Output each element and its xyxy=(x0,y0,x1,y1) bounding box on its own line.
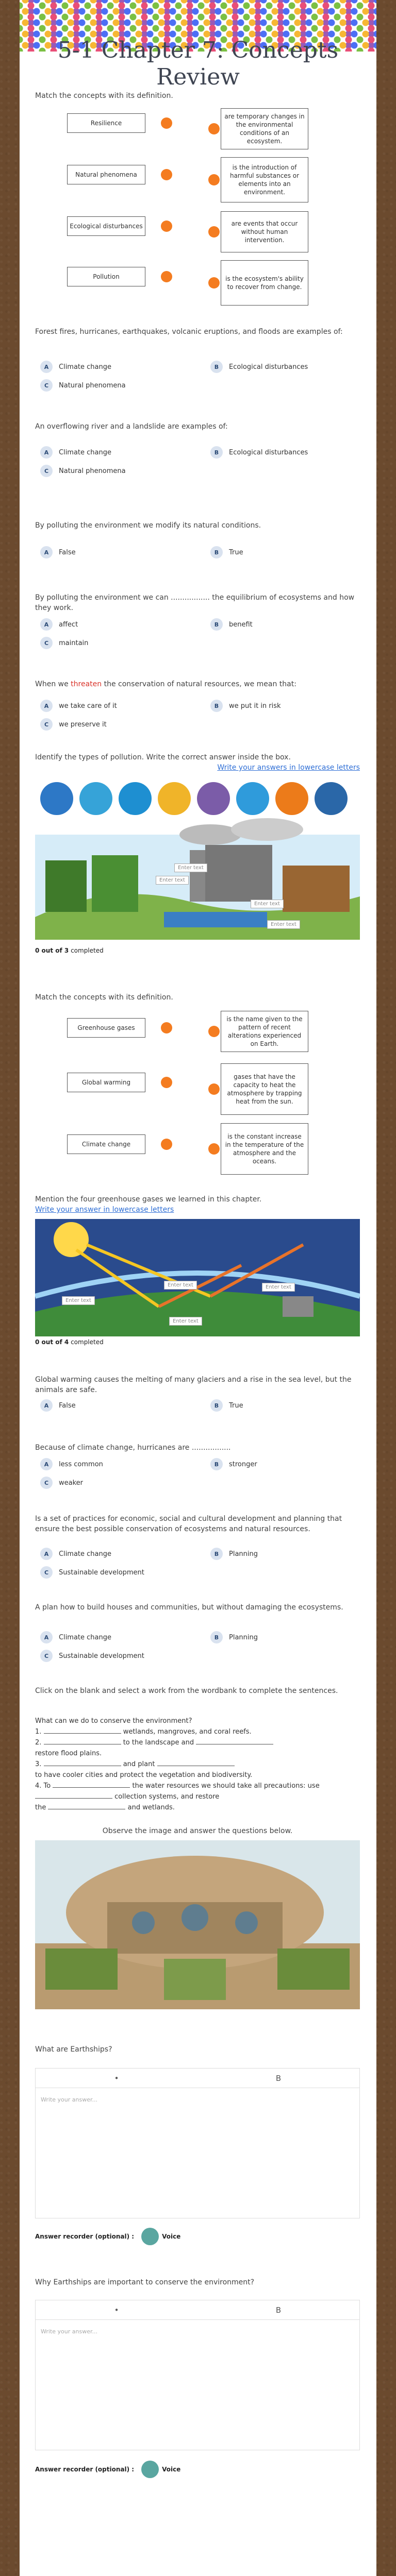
option-letter: C xyxy=(40,1650,53,1662)
q6-option-b[interactable] xyxy=(210,700,281,712)
match-dot-2[interactable] xyxy=(161,169,172,180)
option-label: Planning xyxy=(229,1550,258,1558)
q5-option-a[interactable] xyxy=(40,618,78,631)
fill-in-text: restore flood plains. xyxy=(35,1750,102,1757)
q12-option-b[interactable] xyxy=(210,1548,258,1560)
match-target-dot-4[interactable] xyxy=(208,277,220,289)
option-label: Ecological disturbances xyxy=(229,363,308,371)
fill-in-text: to have cooler cities and protect the vegetation and biodiversity. xyxy=(35,1771,253,1779)
option-letter: A xyxy=(40,1399,53,1412)
option-label: Climate change xyxy=(59,1550,112,1558)
option-label: Ecological disturbances xyxy=(229,448,308,456)
voice-label: Voice xyxy=(162,2233,181,2240)
option-label: stronger xyxy=(229,1460,257,1468)
match-dot-3[interactable] xyxy=(161,221,172,232)
completion-count: 0 out of 3 xyxy=(35,947,69,954)
match-dot-1[interactable] xyxy=(161,117,172,129)
q8-match-target-dot-2[interactable] xyxy=(208,1083,220,1095)
q12-option-a[interactable] xyxy=(40,1548,111,1560)
item-number: 1. xyxy=(35,1728,42,1736)
completion-label: completed xyxy=(71,1338,104,1346)
question-5: By polluting the environment we can ................. the equilibrium of ecosystems and how they work. xyxy=(35,594,355,612)
question-3: An overflowing river and a landslide are examples of: xyxy=(35,422,228,431)
q8-match-left-1[interactable]: Greenhouse gases xyxy=(67,1018,145,1038)
text-toolbar xyxy=(36,2300,359,2320)
q5-option-c[interactable] xyxy=(40,637,88,649)
pollution-image xyxy=(35,778,360,940)
q8-match-target-dot-3[interactable] xyxy=(208,1143,220,1155)
q13-option-b[interactable] xyxy=(210,1631,258,1643)
option-label: Planning xyxy=(229,1633,258,1641)
match-dot-4[interactable] xyxy=(161,271,172,282)
completion-label: completed xyxy=(71,947,104,954)
blank-4[interactable] xyxy=(44,1760,121,1766)
q8-match-right-2[interactable]: gases that have the capacity to heat the atmosphere by trapping heat from the sun. xyxy=(221,1063,308,1115)
fill-in-text: to the landscape and xyxy=(123,1739,194,1747)
item-number: 3. xyxy=(35,1760,42,1768)
option-letter: C xyxy=(40,718,53,731)
bullet-list-button[interactable]: • xyxy=(114,2305,119,2315)
option-letter: A xyxy=(40,446,53,459)
option-letter: C xyxy=(40,1477,53,1489)
match-left-3[interactable]: Ecological disturbances xyxy=(67,216,145,236)
q8-match-dot-1[interactable] xyxy=(161,1022,172,1033)
option-label: affect xyxy=(59,620,78,629)
option-label: we preserve it xyxy=(59,720,107,728)
question-12: Is a set of practices for economic, social and cultural development and planning that ensure the best possible conservation of ecosystems and natural resources. xyxy=(35,1515,342,1533)
blank-2[interactable] xyxy=(44,1738,121,1744)
match-target-dot-1[interactable] xyxy=(208,123,220,134)
answer-recorder-1 xyxy=(35,2228,180,2245)
fill-in-passage xyxy=(35,1716,360,1813)
question-6-highlight: threaten xyxy=(71,680,102,688)
option-letter: B xyxy=(210,1631,223,1643)
option-label: benefit xyxy=(229,620,253,629)
option-letter: B xyxy=(210,361,223,373)
bold-button[interactable]: B xyxy=(275,2305,282,2315)
fill-in-intro: What can we do to conserve the environment? xyxy=(35,1717,192,1725)
question-13: A plan how to build houses and communities, but without damaging the ecosystems. xyxy=(35,1603,343,1612)
option-letter: A xyxy=(40,618,53,631)
question-7-instruction: Write your answers in lowercase letters xyxy=(217,764,360,772)
q10-option-a[interactable] xyxy=(40,1399,76,1412)
answer-recorder-2 xyxy=(35,2461,180,2478)
q8-match-left-2[interactable]: Global warming xyxy=(67,1073,145,1092)
option-label: Climate change xyxy=(59,448,112,456)
pollution-drop-zone-4[interactable]: Enter text xyxy=(267,920,300,929)
question-11: Because of climate change, hurricanes are ................. xyxy=(35,1444,231,1452)
blank-1[interactable] xyxy=(44,1727,121,1734)
bold-button[interactable]: B xyxy=(275,2073,282,2083)
option-label: Sustainable development xyxy=(59,1568,144,1577)
blank-6[interactable] xyxy=(53,1782,130,1788)
fill-in-line-2 xyxy=(35,1737,360,1748)
question-9-instruction: Write your answer in lowercase letters xyxy=(35,1206,174,1214)
option-label: Natural phenomena xyxy=(59,467,126,475)
q8-match-right-3[interactable]: is the constant increase in the temperature of the atmosphere and the oceans. xyxy=(221,1123,308,1175)
option-label: weaker xyxy=(59,1479,84,1487)
q8-match-dot-2[interactable] xyxy=(161,1077,172,1088)
option-letter: A xyxy=(40,700,53,712)
match-left-1[interactable]: Resilience xyxy=(67,113,145,133)
record-button[interactable] xyxy=(141,2461,159,2478)
option-letter: C xyxy=(40,379,53,392)
match-target-dot-3[interactable] xyxy=(208,226,220,238)
fill-in-text: the water resources we should take all precautions: use xyxy=(132,1782,320,1790)
option-label: maintain xyxy=(59,639,89,647)
option-letter: A xyxy=(40,1458,53,1470)
observe-instruction: Observe the image and answer the questions below. xyxy=(102,1827,293,1835)
option-letter: B xyxy=(210,546,223,558)
question-14: Click on the blank and select a work from the wordbank to complete the sentences. xyxy=(35,1687,338,1695)
q8-match-dot-3[interactable] xyxy=(161,1139,172,1150)
answer-placeholder: Write your answer... xyxy=(41,2096,97,2103)
q8-match-left-3[interactable]: Climate change xyxy=(67,1134,145,1154)
match-right-4[interactable]: is the ecosystem's ability to recover from change. xyxy=(221,260,308,306)
question-7 xyxy=(35,752,360,773)
question-6-text-end: the conservation of natural resources, we mean that: xyxy=(102,680,296,688)
q4-option-b[interactable] xyxy=(210,546,243,558)
fill-in-line-3 xyxy=(35,1759,360,1770)
recorder-label: Answer recorder (optional) : xyxy=(35,2233,135,2240)
q11-option-a[interactable] xyxy=(40,1458,103,1470)
blank-3[interactable] xyxy=(196,1738,273,1744)
option-label: less common xyxy=(59,1460,103,1468)
match-left-2[interactable]: Natural phenomena xyxy=(67,165,145,184)
option-letter: A xyxy=(40,546,53,558)
q13-option-a[interactable] xyxy=(40,1631,111,1643)
answer-box-1[interactable] xyxy=(35,2068,360,2218)
q2-option-c[interactable] xyxy=(40,379,126,392)
question-9 xyxy=(35,1194,360,1215)
question-7-text: Identify the types of pollution. Write the correct answer inside the box. xyxy=(35,753,291,761)
greenhouse-drop-zone-2[interactable]: Enter text xyxy=(62,1296,95,1305)
fill-in-text: wetlands, mangroves, and coral reefs. xyxy=(123,1728,252,1736)
option-label: we take care of it xyxy=(59,702,117,710)
fill-in-text: and plant xyxy=(123,1760,155,1768)
option-label: Climate change xyxy=(59,363,112,371)
pollution-drop-zone-2[interactable]: Enter text xyxy=(156,876,189,885)
item-number: 4. To xyxy=(35,1782,51,1790)
option-letter: A xyxy=(40,361,53,373)
q6-option-a[interactable] xyxy=(40,700,117,712)
fill-in-line-5 xyxy=(35,1791,360,1802)
option-label: True xyxy=(229,548,243,556)
option-letter: B xyxy=(210,1399,223,1412)
match-right-1[interactable]: are temporary changes in the environmental conditions of an ecosystem. xyxy=(221,108,308,149)
pollution-drop-zone-3[interactable]: Enter text xyxy=(251,900,284,908)
blank-7[interactable] xyxy=(35,1792,112,1799)
option-letter: A xyxy=(40,1631,53,1643)
option-label: False xyxy=(59,1401,76,1410)
greenhouse-image xyxy=(35,1219,360,1336)
q11-option-b[interactable] xyxy=(210,1458,257,1470)
fill-in-line-1 xyxy=(35,1726,360,1737)
option-label: False xyxy=(59,548,76,556)
blank-5[interactable] xyxy=(157,1760,235,1766)
question-9-text: Mention the four greenhouse gases we learned in this chapter. xyxy=(35,1195,262,1204)
q12-option-c[interactable] xyxy=(40,1566,144,1579)
option-label: we put it in risk xyxy=(229,702,281,710)
blank-8[interactable] xyxy=(48,1803,125,1809)
match-left-4[interactable]: Pollution xyxy=(67,267,145,286)
option-letter: B xyxy=(210,1458,223,1470)
fill-in-text: the xyxy=(35,1804,46,1811)
question-6 xyxy=(35,679,360,689)
earthship-illustration xyxy=(35,1840,360,2009)
q8-match-target-dot-1[interactable] xyxy=(208,1026,220,1037)
fill-in-line-6 xyxy=(35,1802,360,1813)
q6-option-c[interactable] xyxy=(40,718,107,731)
match-target-dot-2[interactable] xyxy=(208,174,220,185)
q3-option-b[interactable] xyxy=(210,446,308,459)
q3-option-c[interactable] xyxy=(40,465,126,477)
match-right-3[interactable]: are events that occur without human intervention. xyxy=(221,211,308,252)
fill-in-text: collection systems, and restore xyxy=(114,1793,220,1801)
earthship-image xyxy=(35,1840,360,2009)
q13-option-c[interactable] xyxy=(40,1650,144,1662)
question-4: By polluting the environment we modify its natural conditions. xyxy=(35,521,261,530)
q3-option-a[interactable] xyxy=(40,446,111,459)
option-letter: B xyxy=(210,1548,223,1560)
option-letter: C xyxy=(40,1566,53,1579)
q2-option-b[interactable] xyxy=(210,361,308,373)
greenhouse-drop-zone-4[interactable]: Enter text xyxy=(169,1317,202,1326)
answer-box-2[interactable] xyxy=(35,2300,360,2450)
question-1: Match the concepts with its definition. xyxy=(35,92,173,100)
option-letter: B xyxy=(210,700,223,712)
pollution-completion xyxy=(35,947,104,954)
greenhouse-drop-zone-1[interactable]: Enter text xyxy=(164,1281,197,1290)
worksheet-paper xyxy=(20,0,376,2576)
option-label: Natural phenomena xyxy=(59,381,126,389)
option-letter: B xyxy=(210,618,223,631)
completion-count: 0 out of 4 xyxy=(35,1338,69,1346)
bullet-list-button[interactable]: • xyxy=(114,2073,119,2083)
question-2: Forest fires, hurricanes, earthquakes, volcanic eruptions, and floods are examples of: xyxy=(35,328,343,336)
option-letter: C xyxy=(40,637,53,649)
option-label: Sustainable development xyxy=(59,1652,144,1660)
question-10: Global warming causes the melting of many glaciers and a rise in the sea level, but the animals are safe. xyxy=(35,1376,352,1394)
item-number: 2. xyxy=(35,1739,42,1747)
text-toolbar xyxy=(36,2069,359,2088)
question-6-text: When we xyxy=(35,680,71,688)
record-button[interactable] xyxy=(141,2228,159,2245)
greenhouse-drop-zone-3[interactable]: Enter text xyxy=(262,1283,295,1292)
question-15: What are Earthships? xyxy=(35,2045,112,2054)
option-letter: B xyxy=(210,446,223,459)
q11-option-c[interactable] xyxy=(40,1477,83,1489)
question-8: Match the concepts with its definition. xyxy=(35,993,173,1002)
page-title: 5-1 Chapter 7: Concepts Review xyxy=(57,37,339,90)
answer-placeholder: Write your answer... xyxy=(41,2328,97,2335)
option-letter: A xyxy=(40,1548,53,1560)
pollution-illustration xyxy=(35,778,360,940)
recorder-label: Answer recorder (optional) : xyxy=(35,2466,135,2473)
q8-match-right-1[interactable]: is the name given to the pattern of recent alterations experienced on Earth. xyxy=(221,1011,308,1052)
fill-in-text: and wetlands. xyxy=(127,1804,175,1811)
option-letter: C xyxy=(40,465,53,477)
q10-option-b[interactable] xyxy=(210,1399,243,1412)
question-16: Why Earthships are important to conserve the environment? xyxy=(35,2278,255,2286)
fill-in-line-4 xyxy=(35,1781,360,1791)
option-label: Climate change xyxy=(59,1633,112,1641)
greenhouse-completion xyxy=(35,1338,104,1346)
voice-label: Voice xyxy=(162,2466,181,2473)
q4-option-a[interactable] xyxy=(40,546,76,558)
q2-option-a[interactable] xyxy=(40,361,111,373)
option-label: True xyxy=(229,1401,243,1410)
match-right-2[interactable]: is the introduction of harmful substances or elements into an environment. xyxy=(221,157,308,202)
q5-option-b[interactable] xyxy=(210,618,253,631)
pollution-drop-zone-1[interactable]: Enter text xyxy=(174,863,207,872)
